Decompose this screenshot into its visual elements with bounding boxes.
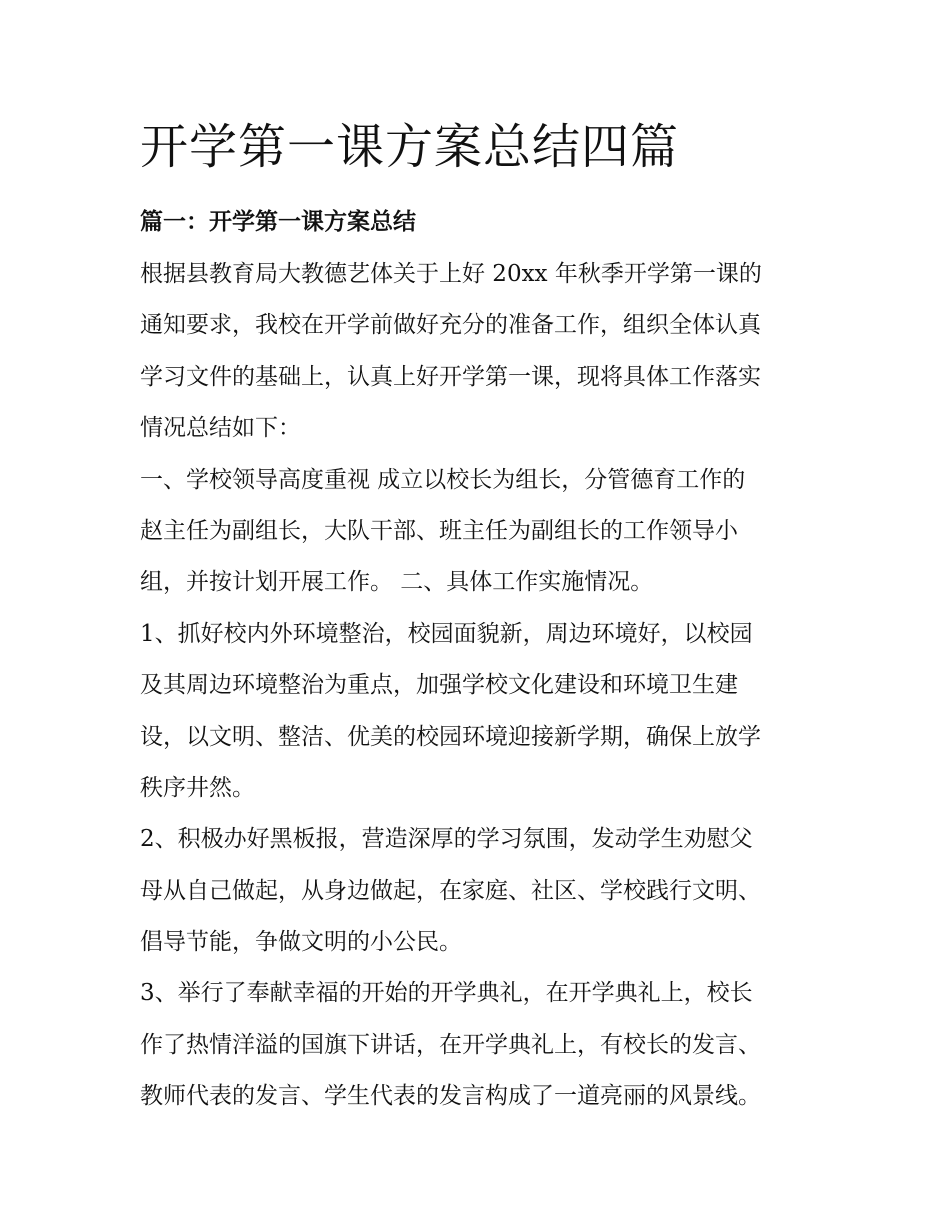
text-line: 赵主任为副组长，大队干部、班主任为副组长的工作领导小 bbox=[140, 517, 738, 544]
text-line: 及其周边环境整治为重点，加强学校文化建设和环境卫生建 bbox=[140, 672, 738, 699]
text-line: 秩序井然。 bbox=[140, 774, 255, 801]
body-text bbox=[140, 254, 820, 1128]
text-line: 学习文件的基础上，认真上好开学第一课，现将具体工作落实 bbox=[140, 363, 761, 390]
text-line: 母从自己做起，从身边做起，在家庭、社区、学校践行文明、 bbox=[140, 877, 761, 904]
text-line: 情况总结如下： bbox=[140, 415, 301, 442]
text-line: 组，并按计划开展工作。 二、具体工作实施情况。 bbox=[140, 569, 654, 596]
text-line: 一、学校领导高度重视 成立以校长为组长，分管德育工作的 bbox=[140, 466, 746, 493]
text-line: 设，以文明、整洁、优美的校园环境迎接新学期，确保上放学 bbox=[140, 723, 761, 750]
text-line: 1、抓好校内外环境整治，校园面貌新，周边环境好，以校园 bbox=[140, 620, 753, 647]
text-line: 倡导节能，争做文明的小公民。 bbox=[140, 929, 462, 956]
text-line: 通知要求，我校在开学前做好充分的准备工作，组织全体认真 bbox=[140, 312, 761, 339]
text-line: 3、举行了奉献幸福的开始的开学典礼，在开学典礼上，校长 bbox=[140, 980, 753, 1007]
section-heading: 篇一：开学第一课方案总结 bbox=[140, 208, 416, 235]
text-line: 作了热情洋溢的国旗下讲话，在开学典礼上，有校长的发言、 bbox=[140, 1031, 761, 1058]
document-title: 开学第一课方案总结四篇 bbox=[140, 119, 680, 175]
text-line: 根据县教育局大教德艺体关于上好 20xx 年秋季开学第一课的 bbox=[140, 261, 762, 287]
text-line: 2、积极办好黑板报，营造深厚的学习氛围，发动学生劝慰父 bbox=[140, 826, 753, 853]
text-line: 教师代表的发言、学生代表的发言构成了一道亮丽的风景线。 bbox=[140, 1083, 761, 1110]
